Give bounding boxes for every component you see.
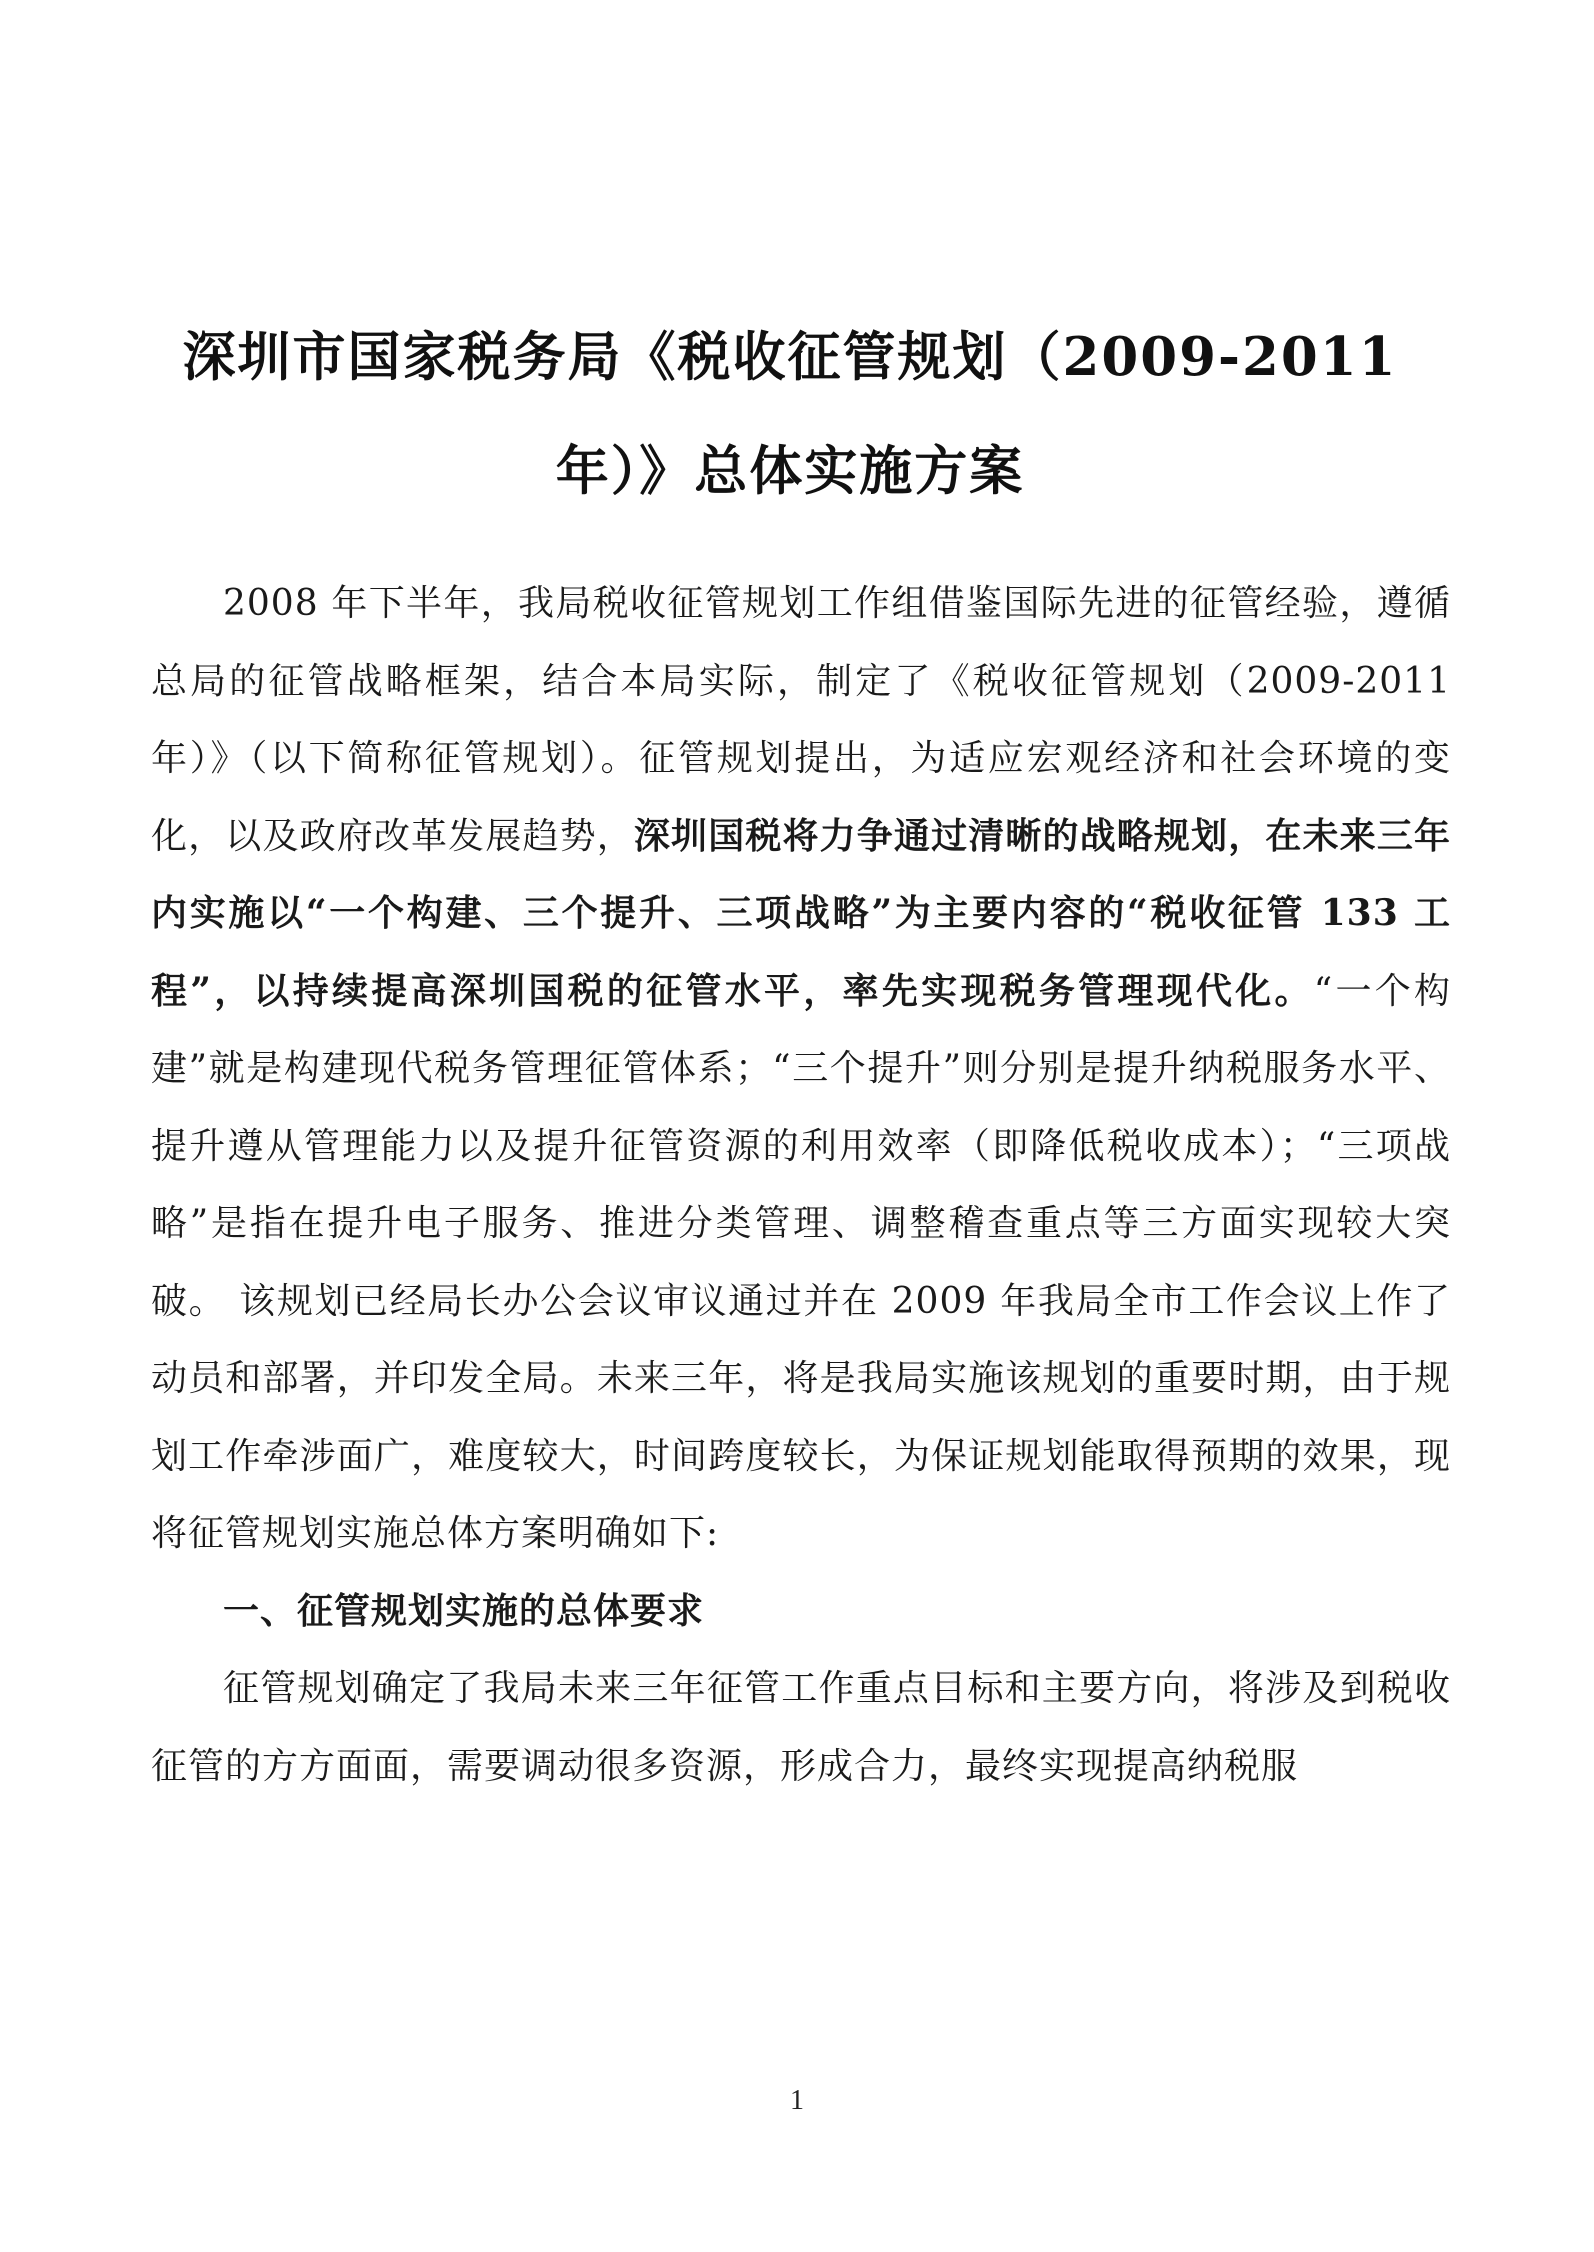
- page-number: 1: [790, 2085, 804, 2116]
- intro-paragraph: [151, 565, 1451, 1573]
- title-line-1: 深圳市国家税务局《税收征管规划（2009-2011: [182, 326, 1398, 388]
- intro-bold-text: 深圳国税将力争通过清晰的战略规划，在未来三年内实施以“一个构建、三个提升、三项战略”为主要内容的“税收征管 133 工程”，以持续提高深圳国税的征管水平，率先实现税务管理现代化。: [151, 814, 1451, 1012]
- document-body: [151, 565, 1451, 1805]
- intro-text-1: 2008 年下半年，我局税收征管规划工作组借鉴国际先进的征管经验，遵循总局的征管战略框架，结合本局实际，制定了《税收征管规划（2009-2011 年）》（以下简称征管规划）。征管规划提出，为适应宏观经济和社会环境的变化，以及政府改革发展趋势，: [151, 583, 1451, 857]
- document-title: [140, 300, 1440, 528]
- title-line-2: 年）》总体实施方案: [555, 440, 1025, 502]
- intro-text-2: “一个构建”就是构建现代税务管理征管体系；“三个提升”则分别是提升纳税服务水平、提升遵从管理能力以及提升征管资源的利用效率（即降低税收成本）；“三项战略”是指在提升电子服务、推进分类管理、调整稽查重点等三方面实现较大突破。 该规划已经局长办公会议审议通过并在 2009 年我局全市工作会议上作了动员和部署，并印发全局。未来三年，将是我局实施该规划的重要时期，由于规划工作牵涉面广，难度较大，时间跨度较长，为保证规划能取得预期的效果，现将征管规划实施总体方案明确如下:: [151, 970, 1451, 1554]
- section-heading: 一、征管规划实施的总体要求: [223, 1589, 705, 1632]
- section-paragraph: 征管规划确定了我局未来三年征管工作重点目标和主要方向，将涉及到税收征管的方方面面，需要调动很多资源，形成合力，最终实现提高纳税服: [151, 1668, 1451, 1787]
